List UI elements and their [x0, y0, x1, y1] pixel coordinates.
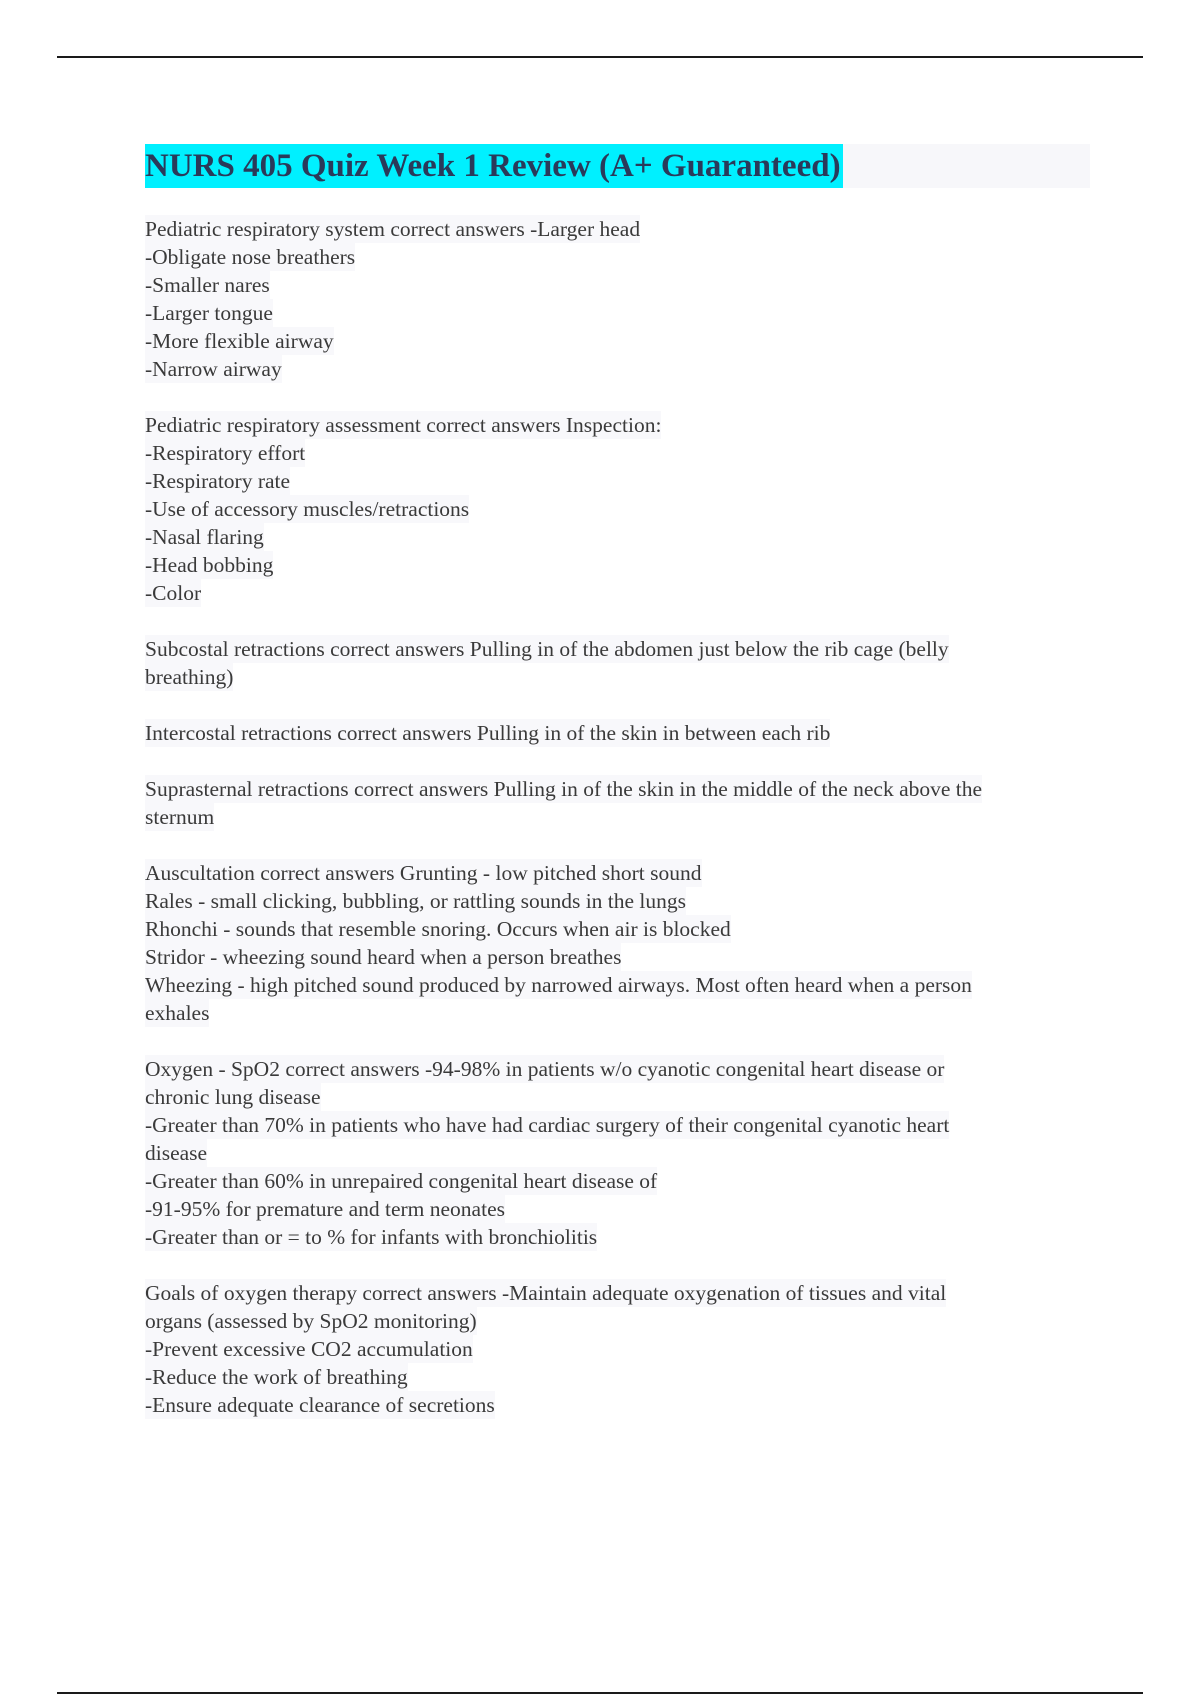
- title-bar: [145, 144, 1090, 188]
- text-line: Subcostal retractions correct answers Pulling in of the abdomen just below the rib cage (belly: [145, 637, 949, 661]
- text-line: Pediatric respiratory system correct answers -Larger head: [145, 217, 641, 241]
- text-line: -Color: [145, 581, 202, 605]
- text-line: Oxygen - SpO2 correct answers -94-98% in patients w/o cyanotic congenital heart disease or: [145, 1057, 945, 1081]
- text-line: -Respiratory rate: [145, 469, 291, 493]
- text-line: Intercostal retractions correct answers Pulling in of the skin in between each rib: [145, 721, 831, 745]
- document-title: NURS 405 Quiz Week 1 Review (A+ Guaranteed): [145, 144, 843, 188]
- text-line: -Use of accessory muscles/retractions: [145, 497, 470, 521]
- top-rule: [57, 56, 1143, 58]
- text-line: exhales: [145, 1001, 210, 1025]
- text-line: -Larger tongue: [145, 301, 273, 325]
- qa-subcostal-retractions: [145, 635, 1090, 691]
- text-line: -Respiratory effort: [145, 441, 306, 465]
- text-line: -Greater than or = to % for infants with bronchiolitis: [145, 1225, 598, 1249]
- text-line: Rales - small clicking, bubbling, or rattling sounds in the lungs: [145, 889, 687, 913]
- qa-auscultation: [145, 859, 1090, 1027]
- text-line: Wheezing - high pitched sound produced by narrowed airways. Most often heard when a person: [145, 973, 972, 997]
- text-line: Stridor - wheezing sound heard when a person breathes: [145, 945, 622, 969]
- text-line: -More flexible airway: [145, 329, 334, 353]
- text-line: Auscultation correct answers Grunting - low pitched short sound: [145, 861, 702, 885]
- text-line: -Greater than 70% in patients who have had cardiac surgery of their congenital cyanotic heart: [145, 1113, 950, 1137]
- document-body: [145, 144, 1090, 1419]
- text-line: chronic lung disease: [145, 1085, 321, 1109]
- text-line: -Smaller nares: [145, 273, 270, 297]
- text-line: -91-95% for premature and term neonates: [145, 1197, 505, 1221]
- qa-intercostal-retractions: [145, 719, 1090, 747]
- qa-suprasternal-retractions: [145, 775, 1090, 831]
- text-line: -Head bobbing: [145, 553, 274, 577]
- text-line: -Reduce the work of breathing: [145, 1365, 408, 1389]
- text-line: -Greater than 60% in unrepaired congenital heart disease of: [145, 1169, 658, 1193]
- bottom-rule: [57, 1692, 1143, 1694]
- text-line: Pediatric respiratory assessment correct answers Inspection:: [145, 413, 662, 437]
- text-line: Goals of oxygen therapy correct answers -Maintain adequate oxygenation of tissues and vital: [145, 1281, 947, 1305]
- text-line: -Nasal flaring: [145, 525, 264, 549]
- text-line: Rhonchi - sounds that resemble snoring. Occurs when air is blocked: [145, 917, 731, 941]
- text-line: -Narrow airway: [145, 357, 282, 381]
- qa-goals-of-oxygen-therapy: [145, 1279, 1090, 1419]
- text-line: -Prevent excessive CO2 accumulation: [145, 1337, 473, 1361]
- qa-oxygen-spo2: [145, 1055, 1090, 1251]
- text-line: Suprasternal retractions correct answers Pulling in of the skin in the middle of the neck above the: [145, 777, 983, 801]
- text-line: -Obligate nose breathers: [145, 245, 356, 269]
- text-line: disease: [145, 1141, 208, 1165]
- qa-pediatric-respiratory-system: [145, 215, 1090, 383]
- text-line: -Ensure adequate clearance of secretions: [145, 1393, 495, 1417]
- qa-pediatric-respiratory-assessment: [145, 411, 1090, 607]
- text-line: organs (assessed by SpO2 monitoring): [145, 1309, 477, 1333]
- text-line: breathing): [145, 665, 234, 689]
- text-line: sternum: [145, 805, 215, 829]
